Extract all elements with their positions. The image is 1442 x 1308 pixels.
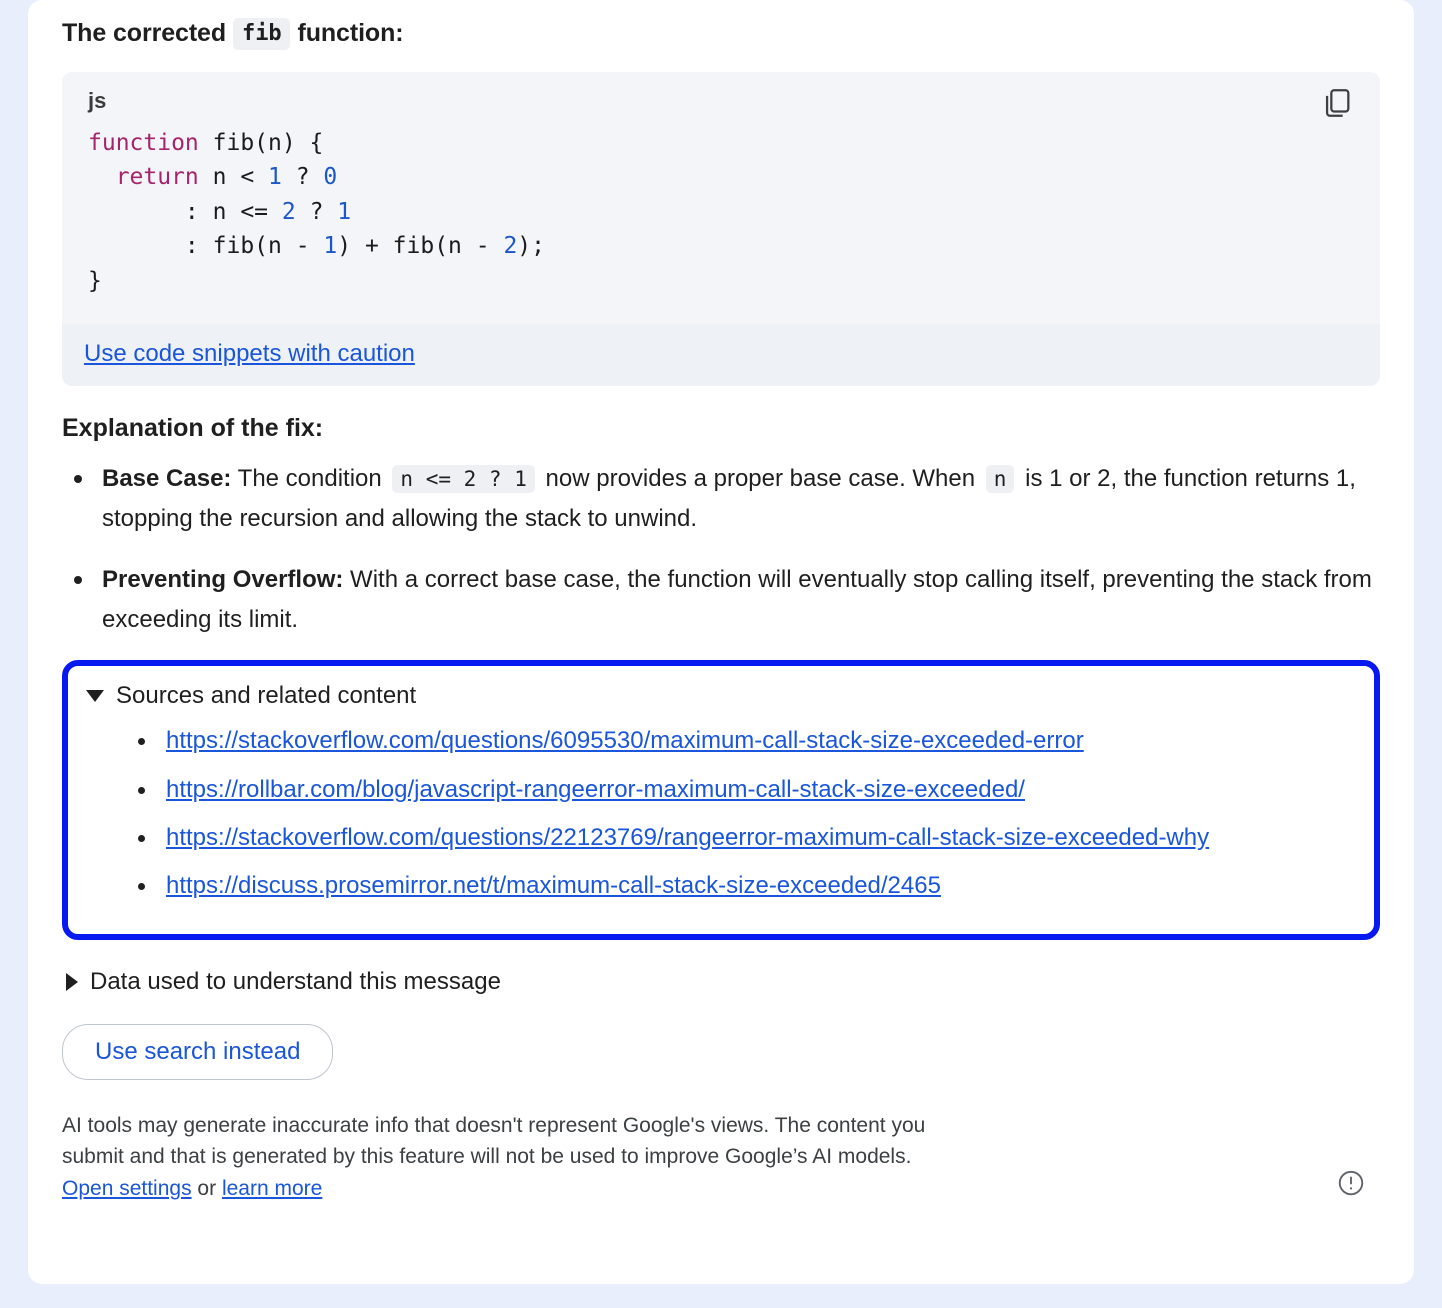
bullet-text-3: is 1 or 2, the function returns 1, stopping the recursion and allowing the stack to unwind. bbox=[102, 465, 1356, 533]
code-language-label: js bbox=[88, 87, 107, 113]
list-item bbox=[130, 819, 1360, 857]
disclaimer-line-2: submit and that is generated by this feature will not be used to improve Google’s AI models. bbox=[62, 1145, 912, 1169]
list-item bbox=[130, 771, 1360, 809]
triangle-down-icon bbox=[86, 690, 104, 702]
list-item bbox=[62, 459, 1380, 540]
corrected-suffix: function: bbox=[297, 19, 404, 48]
bullet-title: Preventing Overflow: bbox=[102, 565, 344, 593]
triangle-right-icon bbox=[66, 973, 78, 991]
disclaimer-or: or bbox=[191, 1176, 222, 1200]
explanation-heading: Explanation of the fix: bbox=[62, 414, 324, 442]
source-link[interactable]: https://stackoverflow.com/questions/6095530/maximum-call-stack-size-exceeded-error bbox=[166, 727, 1084, 755]
data-used-label: Data used to understand this message bbox=[90, 967, 501, 995]
disclaimer-links bbox=[62, 1173, 1290, 1205]
list-item bbox=[62, 560, 1380, 641]
list-item bbox=[130, 722, 1360, 760]
code-block bbox=[62, 72, 1380, 325]
corrected-function-heading bbox=[62, 0, 1380, 50]
ai-response-card bbox=[28, 0, 1414, 1284]
use-search-instead-button[interactable]: Use search instead bbox=[62, 1024, 333, 1080]
sources-label: Sources and related content bbox=[116, 682, 417, 710]
code-caution-bar bbox=[62, 324, 1380, 386]
bullet-text-1: With a correct base case, the function will eventually stop calling itself, preventing the stack from exceeding its limit. bbox=[102, 565, 1372, 633]
bullet-title: Base Case: bbox=[102, 465, 232, 492]
open-settings-link[interactable]: Open settings bbox=[62, 1176, 192, 1200]
bullet-text-2: now provides a proper base case. When bbox=[538, 465, 982, 492]
sources-disclosure-toggle[interactable] bbox=[82, 676, 1360, 712]
code-caution-link[interactable]: Use code snippets with caution bbox=[84, 340, 415, 367]
source-link[interactable]: https://stackoverflow.com/questions/22123769/rangeerror-maximum-call-stack-size-exceeded-why bbox=[166, 824, 1210, 852]
copy-icon[interactable] bbox=[1320, 86, 1354, 120]
learn-more-link[interactable]: learn more bbox=[221, 1176, 323, 1200]
corrected-prefix: The corrected bbox=[62, 19, 227, 48]
disclaimer-line-1: AI tools may generate inaccurate info that doesn't represent Google's views. The content you bbox=[62, 1113, 926, 1137]
data-used-disclosure-toggle[interactable] bbox=[62, 962, 1380, 998]
explanation-list bbox=[62, 459, 1380, 640]
list-item bbox=[130, 867, 1360, 905]
info-icon[interactable] bbox=[1336, 1168, 1366, 1198]
source-link[interactable]: https://rollbar.com/blog/javascript-rangeerror-maximum-call-stack-size-exceeded/ bbox=[166, 775, 1025, 803]
sources-link-list bbox=[82, 722, 1360, 906]
inline-code-chip: n bbox=[986, 465, 1015, 493]
bullet-text-1: The condition bbox=[231, 465, 389, 492]
fib-code-chip: fib bbox=[233, 18, 290, 50]
inline-code-chip: n <= 2 ? 1 bbox=[392, 465, 534, 493]
source-link[interactable]: https://discuss.prosemirror.net/t/maximum-call-stack-size-exceeded/2465 bbox=[166, 872, 941, 900]
ai-disclaimer bbox=[62, 1110, 1380, 1205]
sources-section bbox=[62, 660, 1380, 940]
code-content: function fib(n) { return n < 1 ? 0 : n <= 2 ? 1 : fib(n - 1) + fib(n - 2); } bbox=[88, 129, 545, 294]
